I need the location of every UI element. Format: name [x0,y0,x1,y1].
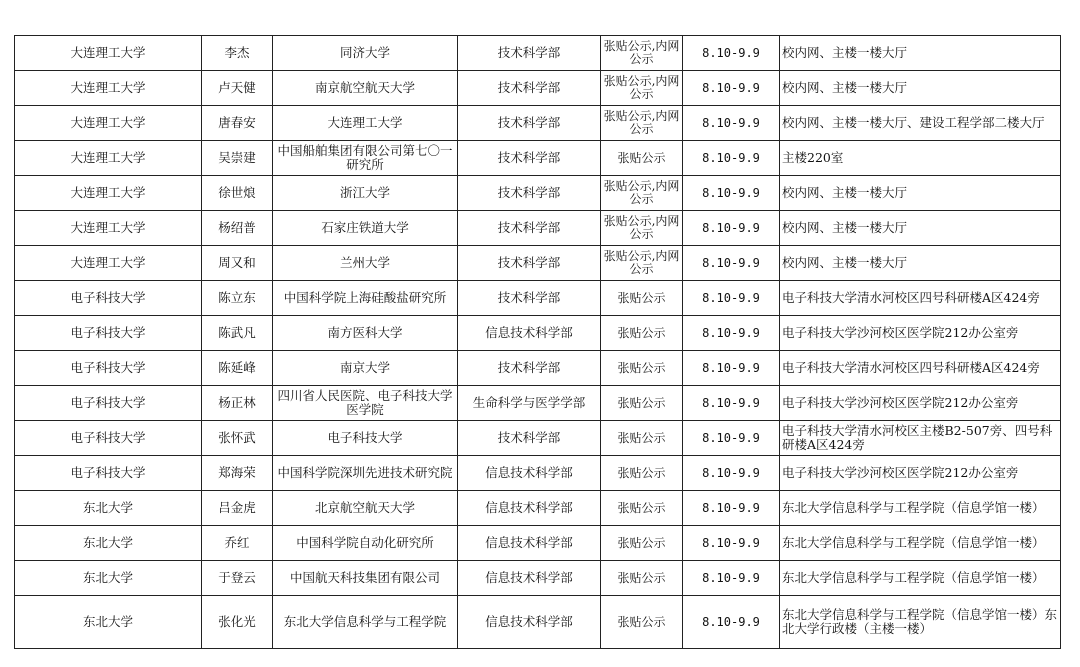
division-cell: 信息技术科学部 [458,526,601,561]
affiliation-cell: 大连理工大学 [273,106,458,141]
name-cell: 唐春安 [202,106,273,141]
table-row [15,456,1061,491]
table-row [15,421,1061,456]
name-cell: 郑海荣 [202,456,273,491]
division-cell: 技术科学部 [458,351,601,386]
affiliation-cell: 中国科学院深圳先进技术研究院 [273,456,458,491]
division-cell: 技术科学部 [458,36,601,71]
name-cell: 张化光 [202,596,273,649]
name-cell: 吴崇建 [202,141,273,176]
division-cell: 技术科学部 [458,421,601,456]
period-cell: 8.10-9.9 [683,421,780,456]
period-cell: 8.10-9.9 [683,351,780,386]
division-cell: 技术科学部 [458,281,601,316]
university-cell: 电子科技大学 [15,386,202,421]
period-cell: 8.10-9.9 [683,561,780,596]
location-cell: 电子科技大学沙河校区医学院212办公室旁 [780,316,1061,351]
affiliation-cell: 中国科学院上海硅酸盐研究所 [273,281,458,316]
name-cell: 陈武凡 [202,316,273,351]
table-row [15,386,1061,421]
division-cell: 信息技术科学部 [458,561,601,596]
period-cell: 8.10-9.9 [683,281,780,316]
division-cell: 信息技术科学部 [458,596,601,649]
period-cell: 8.10-9.9 [683,596,780,649]
location-cell: 校内网、主楼一楼大厅 [780,246,1061,281]
method-cell: 张贴公示 [601,351,683,386]
division-cell: 技术科学部 [458,106,601,141]
name-cell: 张怀武 [202,421,273,456]
affiliation-cell: 电子科技大学 [273,421,458,456]
period-cell: 8.10-9.9 [683,211,780,246]
method-cell: 张贴公示 [601,386,683,421]
name-cell: 吕金虎 [202,491,273,526]
name-cell: 乔红 [202,526,273,561]
table-row [15,246,1061,281]
table-row [15,36,1061,71]
method-cell: 张贴公示,内网公示 [601,176,683,211]
university-cell: 电子科技大学 [15,316,202,351]
university-cell: 电子科技大学 [15,351,202,386]
method-cell: 张贴公示 [601,421,683,456]
table-row [15,491,1061,526]
candidate-table [14,35,1061,649]
division-cell: 信息技术科学部 [458,456,601,491]
method-cell: 张贴公示 [601,141,683,176]
method-cell: 张贴公示 [601,316,683,351]
table-row [15,211,1061,246]
location-cell: 校内网、主楼一楼大厅、建设工程学部二楼大厅 [780,106,1061,141]
table-row [15,351,1061,386]
location-cell: 电子科技大学清水河校区主楼B2-507旁、四号科研楼A区424旁 [780,421,1061,456]
location-cell: 校内网、主楼一楼大厅 [780,211,1061,246]
university-cell: 东北大学 [15,526,202,561]
location-cell: 校内网、主楼一楼大厅 [780,36,1061,71]
location-cell: 东北大学信息科学与工程学院（信息学馆一楼） [780,526,1061,561]
method-cell: 张贴公示 [601,526,683,561]
university-cell: 大连理工大学 [15,36,202,71]
affiliation-cell: 同济大学 [273,36,458,71]
location-cell: 电子科技大学清水河校区四号科研楼A区424旁 [780,351,1061,386]
name-cell: 卢天健 [202,71,273,106]
method-cell: 张贴公示 [601,491,683,526]
method-cell: 张贴公示 [601,456,683,491]
table-row [15,106,1061,141]
university-cell: 东北大学 [15,596,202,649]
method-cell: 张贴公示,内网公示 [601,36,683,71]
period-cell: 8.10-9.9 [683,106,780,141]
table-row [15,316,1061,351]
division-cell: 技术科学部 [458,211,601,246]
division-cell: 技术科学部 [458,246,601,281]
university-cell: 大连理工大学 [15,141,202,176]
period-cell: 8.10-9.9 [683,526,780,561]
location-cell: 东北大学信息科学与工程学院（信息学馆一楼） [780,561,1061,596]
table-row [15,281,1061,316]
period-cell: 8.10-9.9 [683,141,780,176]
period-cell: 8.10-9.9 [683,176,780,211]
method-cell: 张贴公示,内网公示 [601,211,683,246]
affiliation-cell: 石家庄铁道大学 [273,211,458,246]
affiliation-cell: 中国科学院自动化研究所 [273,526,458,561]
name-cell: 于登云 [202,561,273,596]
name-cell: 李杰 [202,36,273,71]
period-cell: 8.10-9.9 [683,456,780,491]
affiliation-cell: 南京大学 [273,351,458,386]
period-cell: 8.10-9.9 [683,71,780,106]
division-cell: 技术科学部 [458,71,601,106]
affiliation-cell: 兰州大学 [273,246,458,281]
method-cell: 张贴公示,内网公示 [601,246,683,281]
location-cell: 东北大学信息科学与工程学院（信息学馆一楼） [780,491,1061,526]
location-cell: 主楼220室 [780,141,1061,176]
period-cell: 8.10-9.9 [683,246,780,281]
period-cell: 8.10-9.9 [683,316,780,351]
method-cell: 张贴公示,内网公示 [601,106,683,141]
method-cell: 张贴公示 [601,596,683,649]
method-cell: 张贴公示,内网公示 [601,71,683,106]
table-row [15,71,1061,106]
affiliation-cell: 浙江大学 [273,176,458,211]
university-cell: 大连理工大学 [15,176,202,211]
affiliation-cell: 南方医科大学 [273,316,458,351]
affiliation-cell: 四川省人民医院、电子科技大学医学院 [273,386,458,421]
table-row [15,141,1061,176]
location-cell: 校内网、主楼一楼大厅 [780,71,1061,106]
name-cell: 陈立东 [202,281,273,316]
period-cell: 8.10-9.9 [683,491,780,526]
name-cell: 杨正林 [202,386,273,421]
method-cell: 张贴公示 [601,561,683,596]
location-cell: 东北大学信息科学与工程学院（信息学馆一楼）东北大学行政楼（主楼一楼） [780,596,1061,649]
table-row [15,596,1061,649]
university-cell: 大连理工大学 [15,106,202,141]
name-cell: 徐世烺 [202,176,273,211]
affiliation-cell: 中国船舶集团有限公司第七〇一研究所 [273,141,458,176]
university-cell: 电子科技大学 [15,421,202,456]
table-row [15,526,1061,561]
location-cell: 电子科技大学沙河校区医学院212办公室旁 [780,456,1061,491]
method-cell: 张贴公示 [601,281,683,316]
affiliation-cell: 中国航天科技集团有限公司 [273,561,458,596]
table-body [15,36,1061,649]
university-cell: 大连理工大学 [15,246,202,281]
name-cell: 陈延峰 [202,351,273,386]
name-cell: 周又和 [202,246,273,281]
university-cell: 电子科技大学 [15,456,202,491]
affiliation-cell: 东北大学信息科学与工程学院 [273,596,458,649]
division-cell: 生命科学与医学学部 [458,386,601,421]
name-cell: 杨绍普 [202,211,273,246]
location-cell: 校内网、主楼一楼大厅 [780,176,1061,211]
period-cell: 8.10-9.9 [683,386,780,421]
table-row [15,561,1061,596]
location-cell: 电子科技大学清水河校区四号科研楼A区424旁 [780,281,1061,316]
division-cell: 技术科学部 [458,141,601,176]
university-cell: 大连理工大学 [15,71,202,106]
period-cell: 8.10-9.9 [683,36,780,71]
university-cell: 电子科技大学 [15,281,202,316]
university-cell: 东北大学 [15,491,202,526]
division-cell: 信息技术科学部 [458,491,601,526]
university-cell: 东北大学 [15,561,202,596]
division-cell: 信息技术科学部 [458,316,601,351]
division-cell: 技术科学部 [458,176,601,211]
affiliation-cell: 南京航空航天大学 [273,71,458,106]
location-cell: 电子科技大学沙河校区医学院212办公室旁 [780,386,1061,421]
table-row [15,176,1061,211]
affiliation-cell: 北京航空航天大学 [273,491,458,526]
university-cell: 大连理工大学 [15,211,202,246]
